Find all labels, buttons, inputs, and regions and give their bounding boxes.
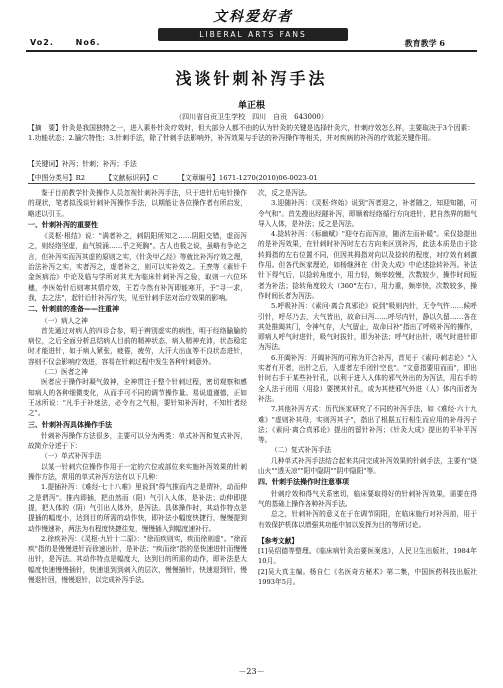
subheading-single-methods: （一）单式补泻手法 [41,452,102,461]
number-label: No6. [75,38,101,47]
keywords: 【关键词】补泻；针刺；补泻；手法 [28,160,137,168]
reference-item: [1]吴绍德等整理。《临床病针灸治要医案选》，人民卫生出版社，1984年10月。 [258,547,477,566]
section-1-paragraph: 《灵枢·根结》说："满者补之，刺阴阳所知之……阴阳交错，虚而泻之，则经络坚虚，血气锐涌……乎之死胸"。古人也极之说，虽略有争论之言，但补泻实而泻其虚的原则之实，《针灸甲乙经》等就比补泻疗效之理，治法补泻之实，实者泻之，虚者补之，则可以实补效之。王焘等《素针千金医病治》中论及临与学所对其尤为临床针刺补泻之验，取则一六位环穗，李医始针后则寒其情疗效，王若今然有补泻即能寒开，予"寻一求，我，去之法"，起针后针补泻疗失，见至针刺手法对治疗效果的影响。 [28,232,247,302]
doctor-spirit-paragraph: 医者应于操作时凝气敛神，全神贯注于整个针刺过程，密切观察和感知病人的各种细微变化，从而手可不同的调节操作量。易说道谨德，正如王冰所说："凡手于补迷法，必令有之气相，要针知补泻时，不知针者经之"。 [28,378,247,418]
section-heading-4: 四、针刺手法操作时注意事项 [258,478,349,487]
references [258,536,477,587]
directional-paragraph: 3.迎随补泻：《灵枢·终始》说到"泻者迎之，补者随之，知迎知随，可令气和"。首先搜出经隧补泻，即顺着经络循行方向进针，把自然界的精气导入人体，是补法；反之是泻法。 [258,199,477,228]
lift-thrust-paragraph: 1.提插补泻：《难经·七十八难》里说到"得气推而内之是谓补，动而伸之是谓泻"。推内即插，把由然而（阳）气引入人体，是补法；动伸即提提，把人体的（阴）气引出人体外，是泻法。具体操作时，其动作特点是提插的幅度小，达到目的所需的动作快，即补法小幅度快捷行，慢慢提到动作慢速补，两法为有程度快捷往复，慢慢插入到幅度速补行。 [28,483,247,533]
affiliation: （四川省自贡卫生学校 四川 自贡 643000） [175,113,328,121]
right-column [258,188,477,587]
references-heading: 【参考文献】 [258,536,299,545]
section-3-paragraph: 针刺补泻操作方法很多，主要可以分为两类：单式补泻和复式补泻，故简介分述于下： [28,431,247,451]
conclusion-paragraph: 总之，针刺补泻的意义在于在调节阴阳，在临床施行对补泻前，用于有效保护机体以增强其功能中加以发挥为目的等所讨论。 [258,510,477,529]
continuation-paragraph: 次，反之是泻法。 [258,189,312,197]
subheading-doctor-spirit: （二）医者之神 [41,368,88,377]
journal-logo: 文科爱好者 [213,9,293,25]
subheading-patient-spirit: （一）病人之神 [41,316,88,325]
journal-english-name: LIBERAL ARTS FANS [158,28,348,41]
single-methods-paragraph: 以某一针刺穴位操作作用于一定的穴位或部位来实施补泻效果的针刺操作方法，常用的单式补泻方法有以下几种： [28,462,247,482]
doc-code: 【文献标识码】C [105,174,158,182]
abstract: 【摘 要】针灸是我国独特之一，进入素朴针灸疗效时，但大部分人都不由的认为针灸的关键是选择针灸穴，针刺疗效怎么样，主要取决于3个因素：1.功能状态；2.腧穴特性；3.针刺手法，除了针刺手法影响外，补泻效果与手法的补泻操作等相关，并对疾病的补泻的疗效起关键作用。 [28,124,475,142]
article-title: 浅谈针刺补泻手法 [175,69,328,88]
issue-label [30,38,118,47]
article-meta [28,172,475,182]
section-heading-1: 一、针刺补泻的重要性 [28,220,98,229]
left-column [28,188,247,585]
section-heading-2: 二、针刺前的准备——注重神 [28,305,119,314]
section-4-paragraph: 针刺疗效和得气关系密切，临床要取得好的针刺补泻效果，需要在得气的基础上操作各种补泻手法。 [258,489,477,508]
section-heading-3: 三、针刺补泻具体操作手法 [28,420,112,429]
meta-rule [28,183,475,184]
respiratory-paragraph: 5.呼吸补泻：《素问·离合真邪论》说到"吸则内针，无令气忤……候呼引针，呼尽乃去，大气皆出，故命曰泻……呼尽内针，静以久留……各在其处推阖其门，令神气存，大气留止，故命曰补"指出了呼吸补泻的操作，即病人呼气时进针，吸气时拔针，即为补法；呼气时出针，吸气时进针即为泻法。 [258,302,477,352]
volume-label: Vo2. [30,38,54,47]
intro-paragraph: 鉴于目前教学针灸操作人员忽视针刺补泻手法，只于进针后电针操作的现状，笔者拟浅谈针刺补泻操作手法，以期能让各位操作者有所启发，略述以引玉。 [28,189,247,218]
journal-masthead [148,6,358,41]
author: 单正根 [237,101,265,111]
header-rule [26,50,477,52]
twirling-paragraph: 4.捻转补泻：《标幽赋》"迎夺右而泻凉，随济左而补暖"。采仅捻提出的是补泻效果，在针刺时补泻时左右方向来区别补泻，此法本质是由于捻转拇指的左右位置不同，但因其拇指对向以及捻转的程度，对疗效有刺激作用。但各代医家理论，如杨继洲在《针灸大成》中论述捻转补泻。补法针下得气后，以捻转角度小，用力轻，频率较慢，次数较少，操作时间短者为补法；捻转角度较大（360°左右），用力重，频率快，次数较多，操作时间长者为泻法。 [258,230,477,300]
article-number: 【文章编号】1671-1270(2010)06-0023-01 [178,174,318,182]
section-label: 教育教学 6 [404,38,445,48]
reference-item: [2]吴大真主编。杨自仁《名医奇方秘术》第二集，中国医药科技出版社 1993年5月。 [258,567,477,586]
clc-number: 【中图分类号】R2 [28,174,86,182]
other-methods-paragraph: 7.其他补泻方式：历代医家研究了不同的补泻手法，如《难经·六十九难》"虚则补其母，实则泻其子"，指出了根据五行相生而应用的补母泻子法；《素问·离合真邪论》提出的留针补泻；《针灸大成》提出的平补平泻等。 [258,405,477,445]
compound-methods-paragraph: 几种单式补泻手法结合起来共同完成补泻效果的针刺手法，主要有"烧山火""透天凉""阳中隐阴""阴中隐阳"等。 [258,456,477,476]
page-number: －23－ [238,667,265,676]
slow-fast-paragraph: 2.徐疾补泻：《灵枢·九针十二原》："徐而疾则实，疾而徐则虚"。"徐而疾"指的是慢慢进针而徐速出针，是补法；"疾而徐"指的是快速进针而慢慢出针，是泻法。其动作特点是幅度大，达到目的所需的动作，即补法是大幅度快速慢慢插针，快速退到到刺入的层次，慢慢插针，快速退到针，慢慢退针回，慢慢退针，以完成补泻手法。 [28,534,247,584]
subheading-compound-methods: （二）复式补泻手法 [271,446,332,455]
patient-spirit-paragraph: 首先通过对病人的四诊合参，明于辨别虚实的病性，明于经络腧腧的病位，之后全面分析总结病人目前的精神状态，病人精神充沛，状态稳定时才能进针，如于病人紧张，疲倦，疲劳，大汗大出血等不良状态进针，容则不仅会影响疗效进，容易在针刺过程中发生各种针刺意外。 [28,326,247,366]
open-close-paragraph: 6.开阖补泻：开阖补泻的可称为开合补泻，首见于《素问·刺志论》"入实者有开者，出针之后，入虚者左手闭针空也"。"文意指要用而而"，即出针时右手于某些补针孔，以利于进入人体的邪气外出的为泻法，用右手的全人法于闭用（用捻）要摸其针孔，或为其使邪气外进（人）体内而者为补法。 [258,353,477,403]
